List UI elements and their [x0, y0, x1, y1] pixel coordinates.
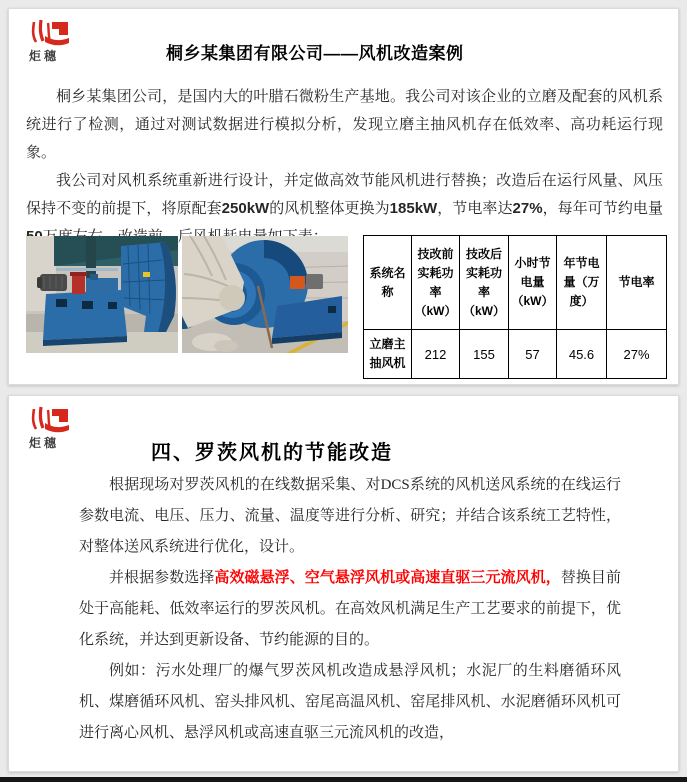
cell-power-after: 155 [460, 330, 509, 379]
cell-power-before: 212 [412, 330, 460, 379]
col-header-saving-rate: 节电率 [607, 236, 667, 330]
page1-body-text [26, 83, 663, 251]
cell-hourly-saving: 57 [509, 330, 557, 379]
section-heading: 四、罗茨风机的节能改造 [151, 442, 393, 464]
bottom-edge-bar [0, 777, 687, 782]
industrial-fan-photo-after [182, 236, 348, 353]
col-header-hourly-saving: 小时节电量（kW） [509, 236, 557, 330]
logo-wordmark: 炬穗 [29, 436, 60, 450]
table-row [364, 330, 667, 379]
torch-logo-icon [29, 19, 71, 46]
col-header-power-after: 技改后实耗功率（kW） [460, 236, 509, 330]
page2-paragraph-3: 例如：污水处理厂的爆气罗茨风机改造成悬浮风机；水泥厂的生料磨循环风机、煤磨循环风机、窑头排风机、窑尾高温风机、窑尾排风机、水泥磨循环风机可进行离心风机、悬浮风机或高速直驱三元流风机的改造， [79, 663, 621, 741]
col-header-yearly-saving: 年节电量（万度） [557, 236, 607, 330]
company-logo [29, 406, 75, 451]
document-page-1 [8, 8, 679, 385]
company-logo [29, 19, 75, 64]
page2-paragraph-2: 并根据参数选择高效磁悬浮、空气悬浮风机或高速直驱三元流风机，替换目前处于高能耗、低效率运行的罗茨风机。在高效风机满足生产工艺要求的前提下，优化系统，并达到更新设备、节约能源的目的。 [79, 570, 621, 648]
industrial-fan-photo-before [26, 236, 178, 353]
document-page-2 [8, 395, 679, 772]
page1-paragraph-1: 桐乡某集团公司，是国内大的叶腊石微粉生产基地。我公司对该企业的立磨及配套的风机系统进行了检测，通过对测试数据进行模拟分析，发现立磨主抽风机存在低效率、高功耗运行现象。 [26, 89, 663, 161]
table-header-row [364, 236, 667, 330]
col-header-system-name: 系统名称 [364, 236, 412, 330]
logo-wordmark: 炬穗 [29, 49, 60, 63]
cell-yearly-saving: 45.6 [557, 330, 607, 379]
page1-title: 桐乡某集团有限公司——风机改造案例 [166, 44, 464, 63]
energy-saving-table [363, 235, 667, 379]
cell-saving-rate: 27% [607, 330, 667, 379]
cell-system-name: 立磨主抽风机 [364, 330, 412, 379]
col-header-power-before: 技改前实耗功率（kW） [412, 236, 460, 330]
page2-body-text [79, 470, 621, 749]
torch-logo-icon [29, 406, 71, 433]
page2-paragraph-1: 根据现场对罗茨风机的在线数据采集、对DCS系统的风机送风系统的在线运行参数电流、电压、压力、流量、温度等进行分析、研究；并结合该系统工艺特性，对整体送风系统进行优化，设计。 [79, 477, 621, 555]
page1-paragraph-2: 我公司对风机系统重新进行设计，并定做高效节能风机进行替换；改造后在运行风量、风压保持不变的前提下，将原配套250kW的风机整体更换为185kW，节电率达27%，每年可节约电量 [26, 173, 663, 217]
